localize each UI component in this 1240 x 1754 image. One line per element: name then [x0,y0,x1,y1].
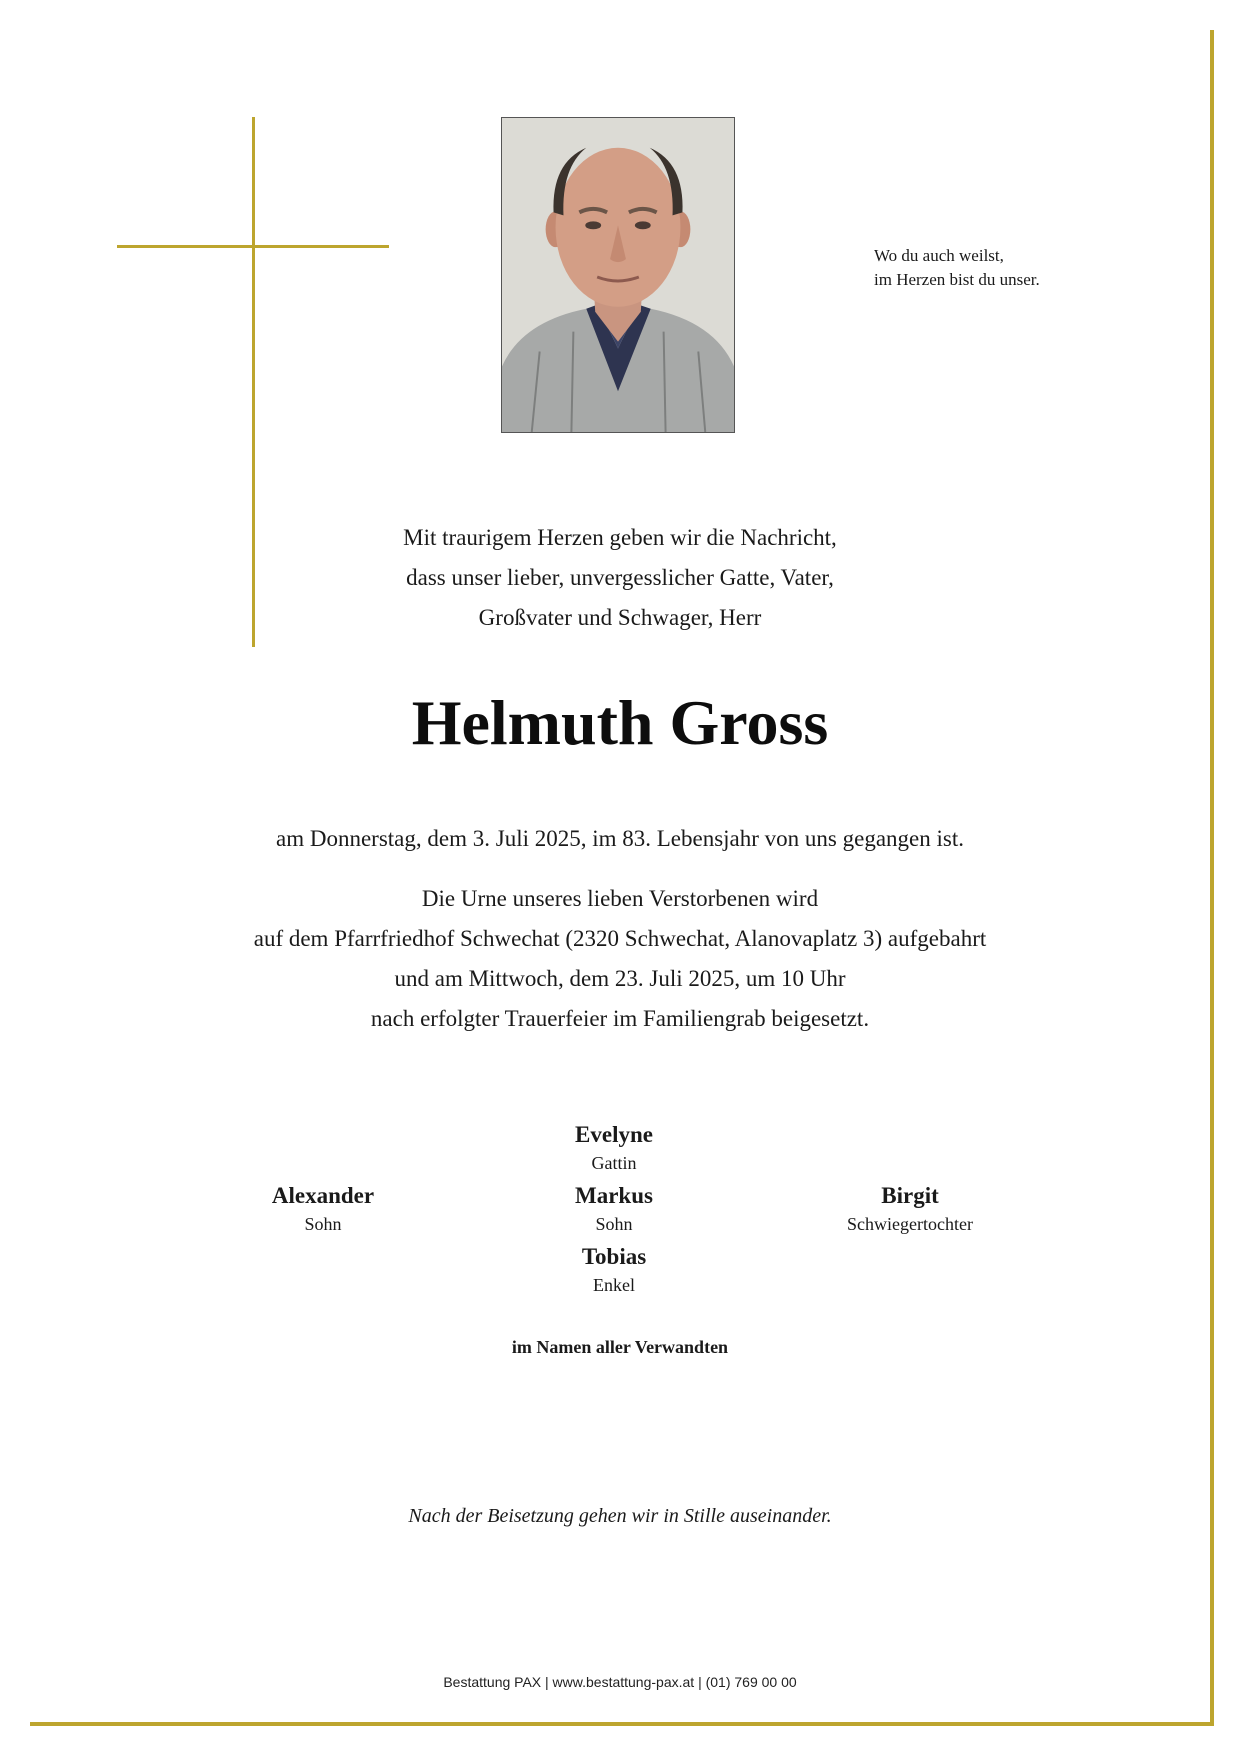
mourner-name: Birgit [881,1183,939,1208]
intro-line: Großvater und Schwager, Herr [478,605,762,630]
details-line: nach erfolgter Trauerfeier im Familiengrab beigesetzt. [370,1006,870,1031]
page-border-bottom [30,1722,1214,1726]
motto-line: im Herzen bist du unser. [874,270,1040,289]
mourner-relation: Gattin [591,1153,637,1173]
mourner-name: Markus [575,1183,653,1208]
mourner-name: Alexander [271,1183,375,1208]
mourner-evelyne [494,1120,734,1176]
deceased-name: Helmuth Gross [411,687,829,758]
intro-text [120,518,1120,638]
details-line: und am Mittwoch, dem 23. Juli 2025, um 10 Uhr [394,966,846,991]
details-line: Die Urne unseres lieben Verstorbenen wird [421,886,819,911]
mourner-alexander [203,1181,443,1237]
cross-icon-horizontal [117,245,389,248]
mourner-name: Tobias [581,1244,647,1269]
mourner-relation: Enkel [593,1275,635,1295]
motto-line: Wo du auch weilst, [874,246,1004,265]
motto [874,244,1124,292]
mourner-markus [494,1181,734,1237]
portrait-icon [502,118,734,432]
mourner-relation: Sohn [595,1214,633,1234]
farewell-text: Nach der Beisetzung gehen wir in Stille auseinander. [408,1505,832,1527]
intro-line: Mit traurigem Herzen geben wir die Nachricht, [403,525,837,550]
details-line: auf dem Pfarrfriedhof Schwechat (2320 Schwechat, Alanovaplatz 3) aufgebahrt [253,926,987,951]
portrait-photo [501,117,735,433]
mourner-tobias [494,1242,734,1298]
mourner-birgit [790,1181,1030,1237]
mourner-relation: Sohn [304,1214,342,1234]
page-border-right [1210,30,1214,1725]
mourner-name: Evelyne [575,1122,653,1147]
footer-contact: Bestattung PAX | www.bestattung-pax.at | (01) 769 00 00 [443,1674,797,1690]
funeral-details [120,879,1120,1039]
intro-line: dass unser lieber, unvergesslicher Gatte, Vater, [406,565,834,590]
family-note: im Namen aller Verwandten [511,1337,729,1357]
mourner-relation: Schwiegertochter [847,1214,973,1234]
death-date-line: am Donnerstag, dem 3. Juli 2025, im 83. Lebensjahr von uns gegangen ist. [276,826,964,851]
